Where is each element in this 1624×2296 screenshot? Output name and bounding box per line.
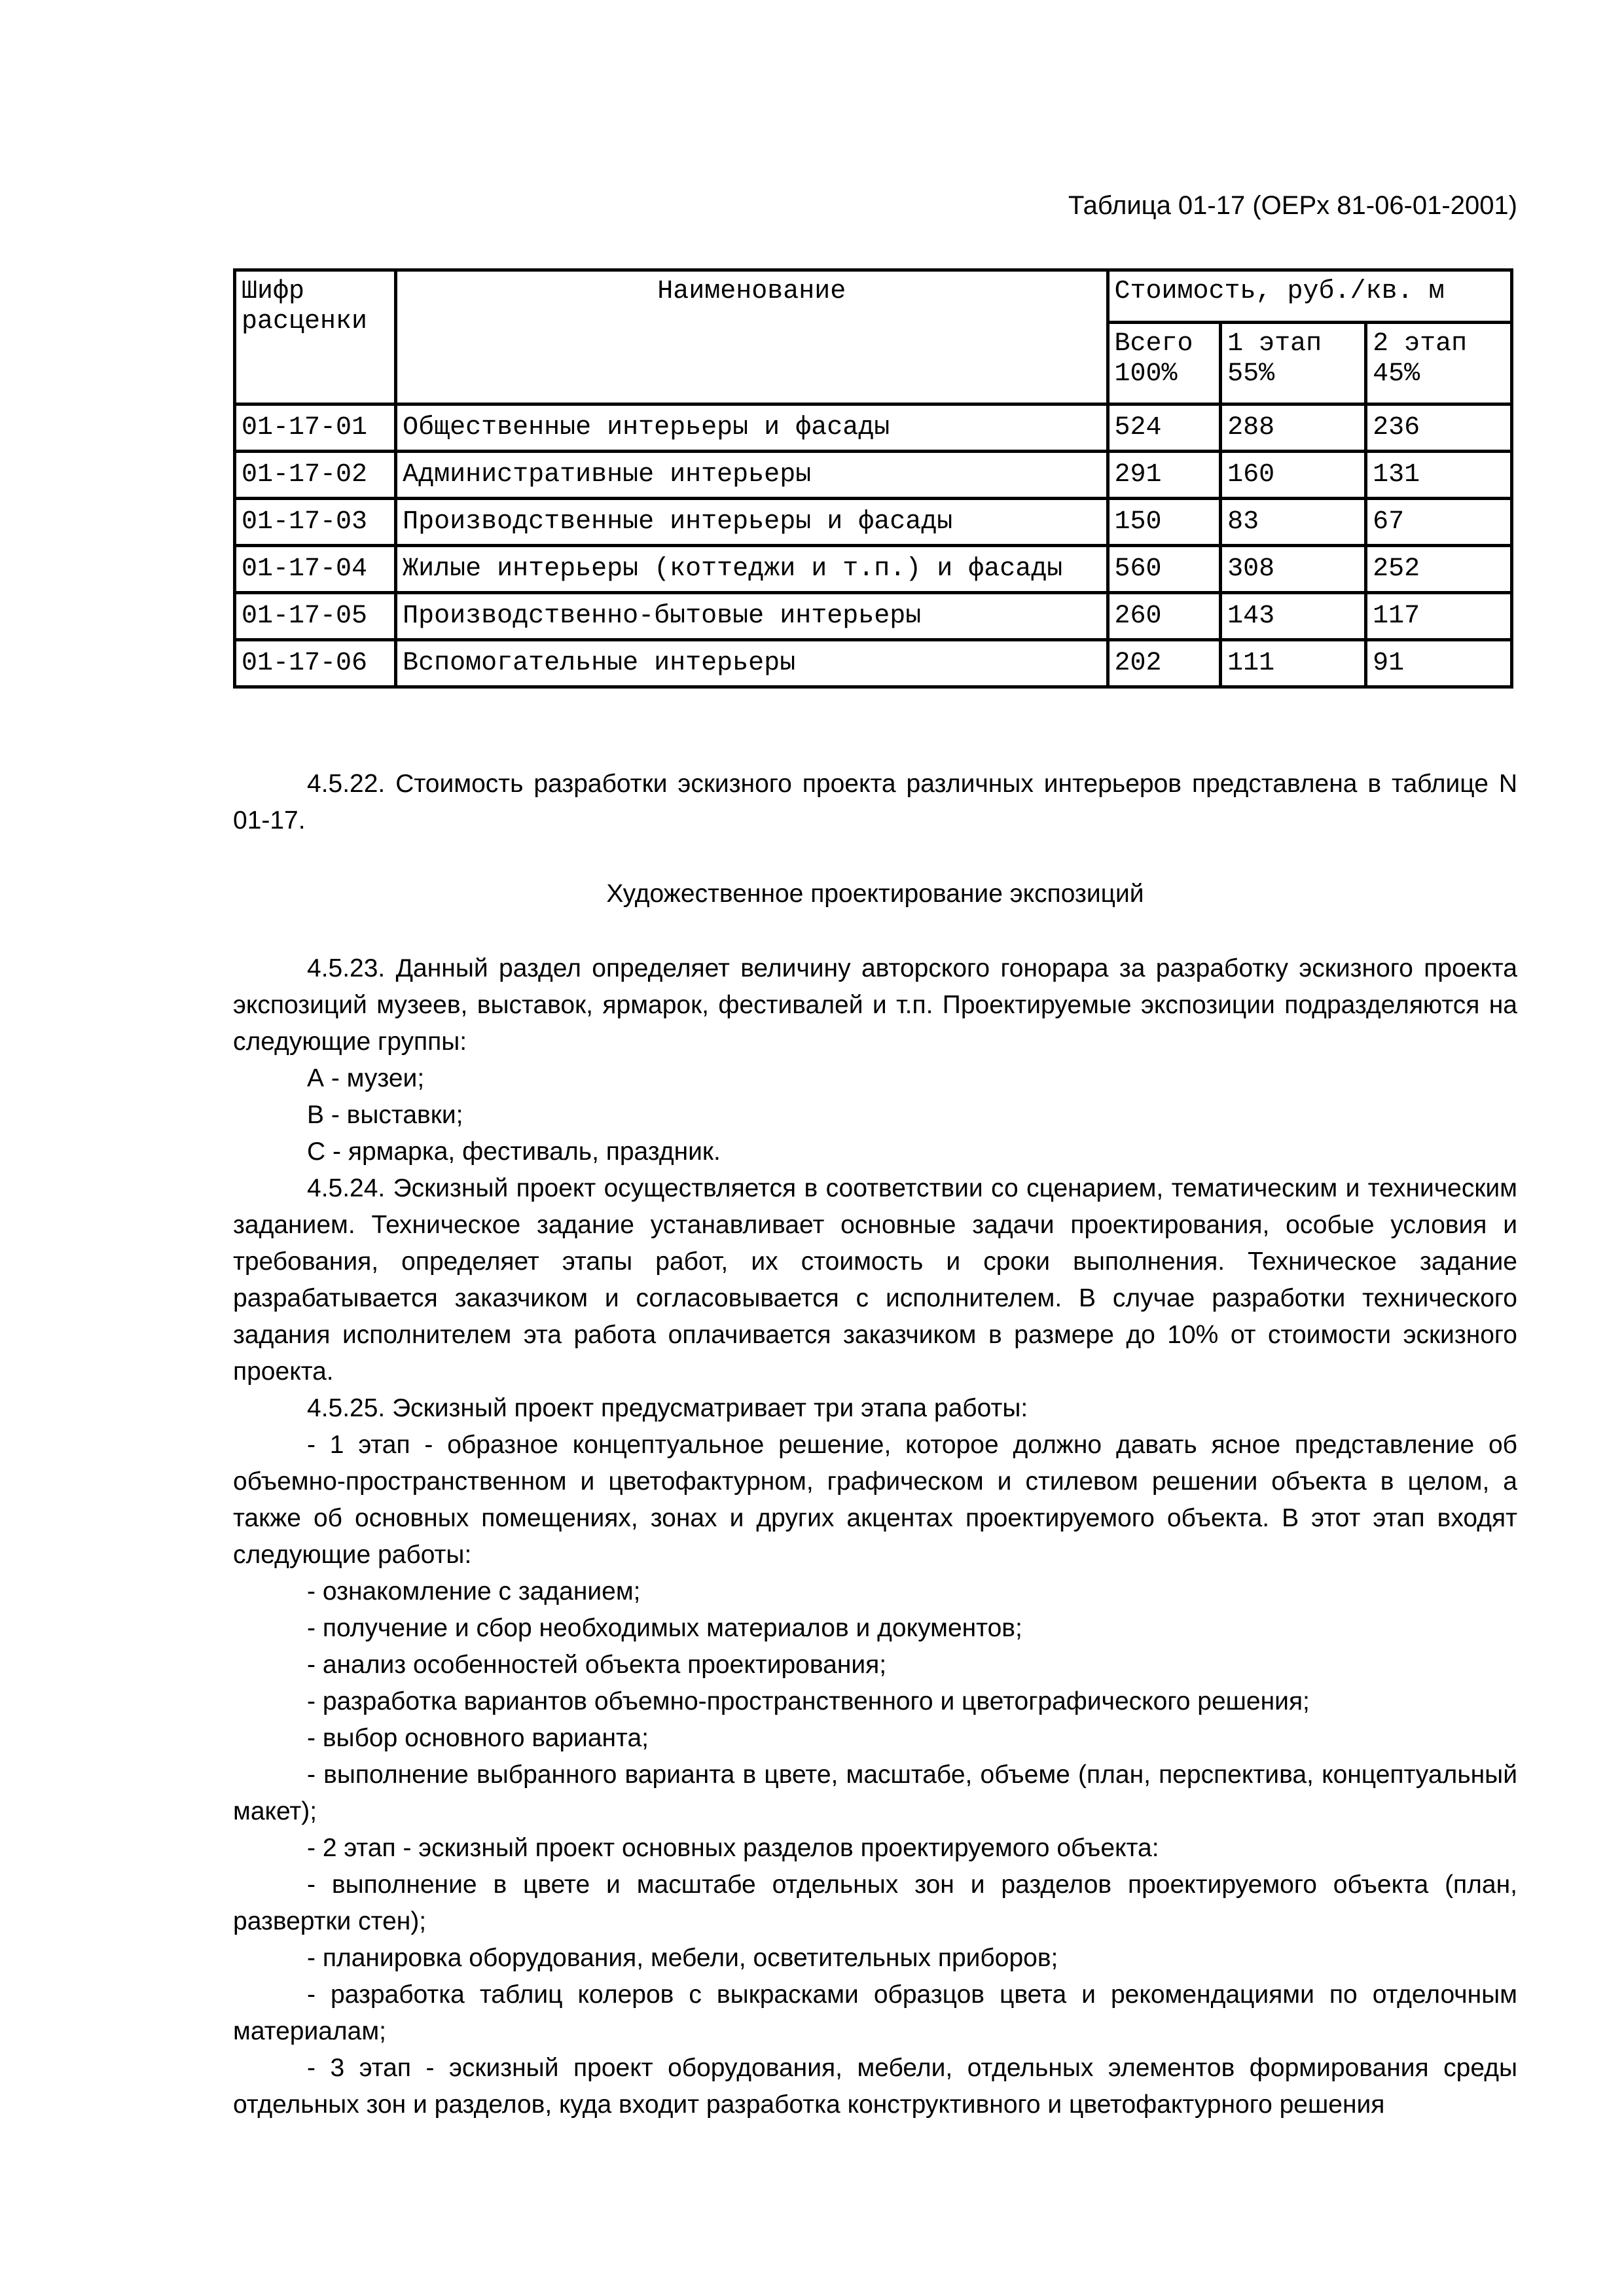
cell-name: Производственные интерьеры и фасады	[396, 499, 1108, 546]
list-item: - анализ особенностей объекта проектирования;	[307, 1651, 887, 1679]
cell-total: 524	[1108, 404, 1221, 452]
cell-name: Производственно-бытовые интерьеры	[396, 593, 1108, 640]
list-item: - получение и сбор необходимых материалов и документов;	[307, 1614, 1022, 1642]
table-row	[235, 499, 1512, 546]
document-body	[233, 766, 1517, 2123]
cell-stage1: 143	[1221, 593, 1366, 640]
table-row	[235, 593, 1512, 640]
list-item: В - выставки;	[307, 1101, 463, 1129]
cell-code: 01-17-03	[235, 499, 396, 546]
header-cost: Стоимость, руб./кв. м	[1108, 270, 1512, 323]
cell-name: Жилые интерьеры (коттеджи и т.п.) и фасады	[396, 546, 1108, 593]
cell-code: 01-17-05	[235, 593, 396, 640]
cell-total: 150	[1108, 499, 1221, 546]
list-item: - ознакомление с заданием;	[307, 1577, 641, 1605]
price-table	[233, 268, 1513, 689]
cell-stage2: 91	[1366, 640, 1512, 687]
table-row	[235, 546, 1512, 593]
list-item: - разработка таблиц колеров с выкрасками образцов цвета и рекомендациями по отделочным материалам;	[233, 1981, 1517, 2045]
cell-stage2: 236	[1366, 404, 1512, 452]
paragraph: 4.5.23. Данный раздел определяет величину авторского гонорара за разработку эскизного проекта экспозиций музеев, выставок, ярмарок, фестивалей и т.п. Проектируемые экспозиции подразделяются на следующие группы:	[233, 954, 1517, 1056]
cell-total: 291	[1108, 452, 1221, 499]
list-item: - планировка оборудования, мебели, осветительных приборов;	[307, 1944, 1058, 1972]
table-caption: Таблица 01-17 (ОЕРх 81-06-01-2001)	[1068, 191, 1517, 220]
cell-code: 01-17-01	[235, 404, 396, 452]
paragraph: 4.5.24. Эскизный проект осуществляется в соответствии со сценарием, тематическим и техническим заданием. Техническое задание устанавливает основные задачи проектирования, особые условия и требования, определяет этапы работ, их стоимость и сроки выполнения. Техническое задание разрабатывается заказчиком и согласовывается с исполнителем. В случае разработки технического задания исполнителем эта работа оплачивается заказчиком в размере до 10% от стоимости эскизного проекта.	[233, 1174, 1517, 1386]
list-item: А - музеи;	[307, 1064, 425, 1092]
cell-stage2: 67	[1366, 499, 1512, 546]
list-item: - выбор основного варианта;	[307, 1724, 649, 1752]
table-row	[235, 404, 1512, 452]
list-item: - выполнение выбранного варианта в цвете, масштабе, объеме (план, перспектива, концептуальный макет);	[233, 1761, 1517, 1825]
cell-stage2: 117	[1366, 593, 1512, 640]
list-item: - выполнение в цвете и масштабе отдельных зон и разделов проектируемого объекта (план, развертки стен);	[233, 1871, 1517, 1935]
cell-total: 202	[1108, 640, 1221, 687]
cell-code: 01-17-06	[235, 640, 396, 687]
cell-stage1: 111	[1221, 640, 1366, 687]
cell-stage1: 288	[1221, 404, 1366, 452]
paragraph: 4.5.25. Эскизный проект предусматривает три этапа работы:	[307, 1394, 1028, 1422]
table-row	[235, 452, 1512, 499]
list-item: - 3 этап - эскизный проект оборудования, мебели, отдельных элементов формирования среды отдельных зон и разделов, куда входит разработка конструктивного и цветофактурного решения	[233, 2054, 1517, 2119]
header-name: Наименование	[396, 270, 1108, 404]
list-item: С - ярмарка, фестиваль, праздник.	[307, 1138, 721, 1166]
cell-code: 01-17-04	[235, 546, 396, 593]
cell-stage1: 308	[1221, 546, 1366, 593]
list-item: - 2 этап - эскизный проект основных разделов проектируемого объекта:	[307, 1834, 1159, 1862]
header-total: Всего 100%	[1108, 323, 1221, 404]
paragraph: 4.5.22. Стоимость разработки эскизного проекта различных интерьеров представлена в таблице N 01-17.	[233, 770, 1517, 834]
cell-stage2: 252	[1366, 546, 1512, 593]
list-item: - разработка вариантов объемно-пространственного и цветографического решения;	[307, 1687, 1310, 1715]
cell-stage2: 131	[1366, 452, 1512, 499]
cell-total: 260	[1108, 593, 1221, 640]
header-code	[235, 270, 396, 404]
cell-name: Вспомогательные интерьеры	[396, 640, 1108, 687]
header-code-text: Шифр расценки	[242, 277, 368, 336]
cell-total: 560	[1108, 546, 1221, 593]
cell-name: Административные интерьеры	[396, 452, 1108, 499]
header-stage2: 2 этап 45%	[1366, 323, 1512, 404]
cell-stage1: 83	[1221, 499, 1366, 546]
list-item: - 1 этап - образное концептуальное решение, которое должно давать ясное представление об объемно-пространственном и цветофактурном, графическом и стилевом решении объекта в целом, а также об основных помещениях, зонах и других акцентах проектируемого объекта. В этот этап входят следующие работы:	[233, 1431, 1517, 1569]
cell-stage1: 160	[1221, 452, 1366, 499]
cell-name: Общественные интерьеры и фасады	[396, 404, 1108, 452]
table-row	[235, 640, 1512, 687]
cell-code: 01-17-02	[235, 452, 396, 499]
header-stage1: 1 этап 55%	[1221, 323, 1366, 404]
section-heading: Художественное проектирование экспозиций	[606, 880, 1144, 908]
